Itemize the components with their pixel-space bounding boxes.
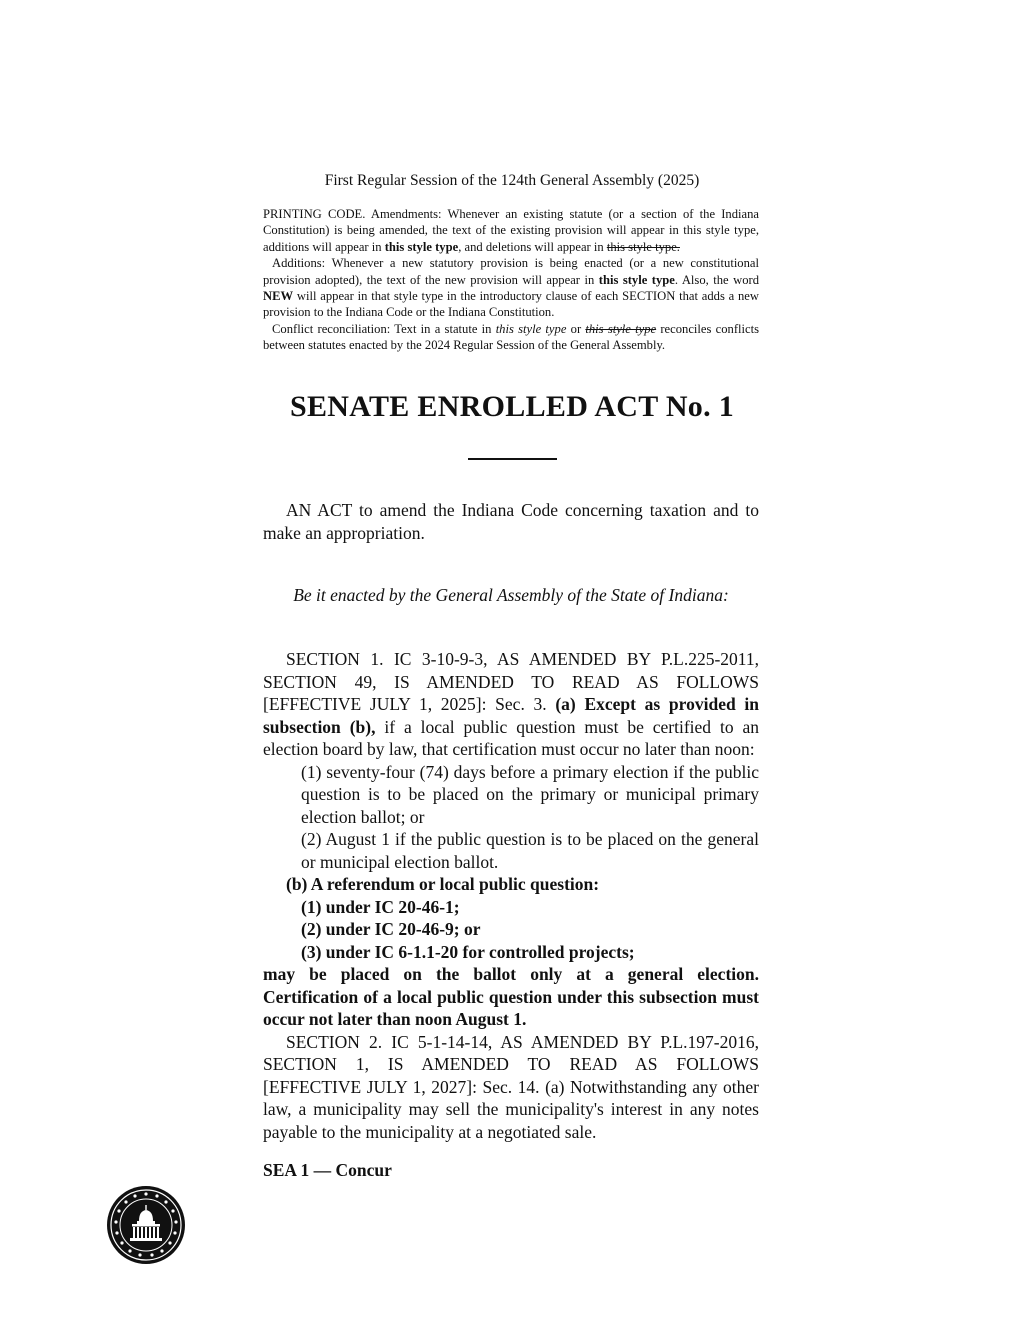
printing-code-notice — [263, 206, 759, 354]
section-1-subsection-b: (b) A referendum or local public question: — [286, 874, 600, 894]
act-description: AN ACT to amend the Indiana Code concerning taxation and to make an appropriation. — [263, 500, 759, 543]
section-1-item-2: (2) August 1 if the public question is to be placed on the general or municipal election ballot. — [301, 829, 759, 872]
printing-code-amendments: PRINTING CODE. Amendments: Whenever an existing statute (or a section of the Indiana Constitution) is being amended, the text of the existing provision will appear in this style type, additions will appear in this style type, and deletions will appear in this style type. — [263, 207, 759, 254]
section-1-b-item-1: (1) under IC 20-46-1; — [301, 896, 460, 917]
section-1-b-item-3: (3) under IC 6-1.1-20 for controlled projects; — [301, 941, 635, 962]
footer-label: SEA 1 — Concur — [263, 1160, 392, 1180]
section-1-b-item-2: (2) under IC 20-46-9; or — [301, 919, 481, 939]
printing-code-conflict: Conflict reconciliation: Text in a statute in this style type or this style type reconciles conflicts between statutes enacted by the 2024 Regular Session of the General Assembly. — [263, 321, 760, 353]
printing-code-additions: Additions: Whenever a new statutory provision is being enacted (or a new constitutional provision adopted), the text of the new provision will appear in this style type. Also, the word NEW will appear in that style type in the introductory clause of each SECTION that adds a new provision to the Indiana Code or the Indiana Constitution. — [263, 256, 759, 320]
section-2: SECTION 2. IC 5-1-14-14, AS AMENDED BY P.L.197-2016, SECTION 1, IS AMENDED TO READ AS FOLLOWS [EFFECTIVE JULY 1, 2027]: Sec. 14. (a) Notwithstanding any other law, a municipality may sell the municipality's interest in any notes payable to the municipality at a negotiated sale. — [263, 1031, 759, 1142]
section-1-item-1: (1) seventy-four (74) days before a primary election if the public question is to be placed on the primary or municipal primary election ballot; or — [301, 761, 759, 827]
title-divider — [468, 458, 557, 460]
section-1 — [263, 648, 759, 1143]
section-1-b-closing: may be placed on the ballot only at a general election. Certification of a local public question under this subsection must occur not later than noon August 1. — [263, 964, 759, 1029]
section-1-intro: SECTION 1. IC 3-10-9-3, AS AMENDED BY P.L.225-2011, SECTION 49, IS AMENDED TO READ AS FOLLOWS [EFFECTIVE JULY 1, 2025]: Sec. 3. (a) Except as provided in subsection (b), if a local public question must be certified to an election board by law, that certification must occur no later than noon: — [263, 649, 760, 759]
act-title: SENATE ENROLLED ACT No. 1 — [290, 390, 734, 423]
session-header: First Regular Session of the 124th General Assembly (2025) — [324, 172, 700, 189]
indiana-state-seal-icon — [106, 1185, 186, 1265]
enacting-clause: Be it enacted by the General Assembly of the State of Indiana: — [293, 585, 729, 605]
